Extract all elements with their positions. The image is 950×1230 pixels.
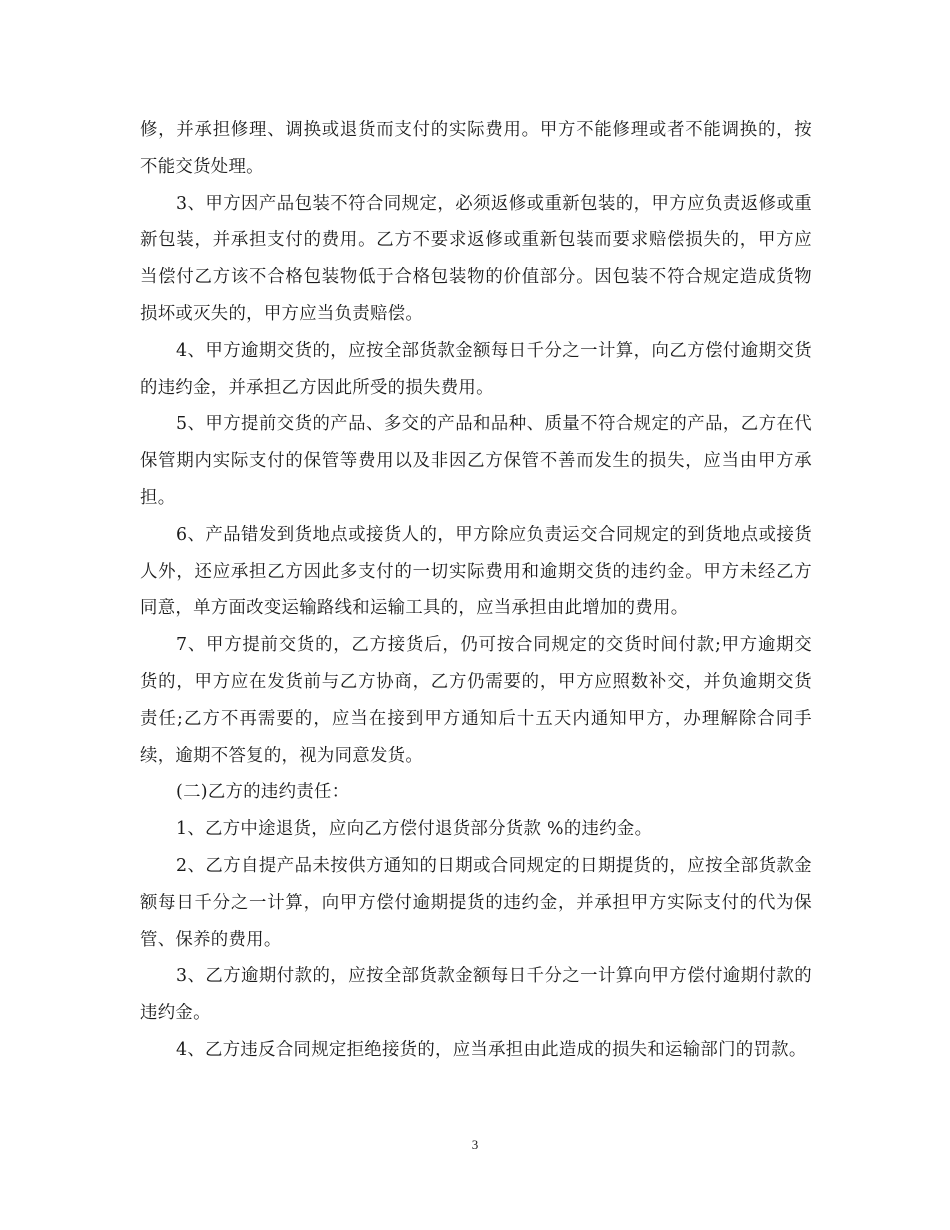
section-heading-buyer-liability: (二)乙方的违约责任： [176, 782, 350, 803]
paragraph-clause-4: 4、甲方逾期交货的，应按全部货款金额每日千分之一计算，向乙方偿付逾期交货的违约金，并承担乙方因此所受的损失费用。 [140, 340, 812, 398]
paragraph-buyer-clause-1: 1、乙方中途退货，应向乙方偿付退货部分货款 %的违约金。 [176, 819, 653, 840]
paragraph-buyer-clause-4: 4、乙方违反合同规定拒绝接货的，应当承担由此造成的损失和运输部门的罚款。 [176, 1039, 807, 1060]
paragraph-clause-6: 6、产品错发到货地点或接货人的，甲方除应负责运交合同规定的到货地点或接货人外，还应承担乙方因此多支付的一切实际费用和逾期交货的违约金。甲方未经乙方同意，单方面改变运输路线和运输工具的，应当承担由此增加的费用。 [140, 524, 812, 619]
paragraph-buyer-clause-3: 3、乙方逾期付款的，应按全部货款金额每日千分之一计算向甲方偿付逾期付款的违约金。 [140, 966, 812, 1024]
paragraph-clause-5: 5、甲方提前交货的产品、多交的产品和品种、质量不符合规定的产品，乙方在代保管期内实际支付的保管等费用以及非因乙方保管不善而发生的损失，应当由甲方承担。 [140, 414, 812, 508]
document-body [140, 112, 812, 1069]
paragraph-clause-7: 7、甲方提前交货的，乙方接货后，仍可按合同规定的交货时间付款;甲方逾期交货的，甲方应在发货前与乙方协商，乙方仍需要的，甲方应照数补交，并负逾期交货责任;乙方不再需要的，应当在接到甲方通知后十五天内通知甲方，办理解除合同手续，逾期不答复的，视为同意发货。 [140, 635, 812, 766]
page-number: 3 [471, 1137, 479, 1152]
paragraph-clause-3: 3、甲方因产品包装不符合同规定，必须返修或重新包装的，甲方应负责返修或重新包装，并承担支付的费用。乙方不要求返修或重新包装而要求赔偿损失的，甲方应当偿付乙方该不合格包装物低于合格包装物的价值部分。因包装不符合规定造成货物损坏或灭失的，甲方应当负责赔偿。 [140, 193, 812, 324]
paragraph-continuation: 修，并承担修理、调换或退货而支付的实际费用。甲方不能修理或者不能调换的，按不能交货处理。 [140, 120, 812, 177]
paragraph-buyer-clause-2: 2、乙方自提产品未按供方通知的日期或合同规定的日期提货的，应按全部货款金额每日千分之一计算，向甲方偿付逾期提货的违约金，并承担甲方实际支付的代为保管、保养的费用。 [140, 855, 812, 950]
